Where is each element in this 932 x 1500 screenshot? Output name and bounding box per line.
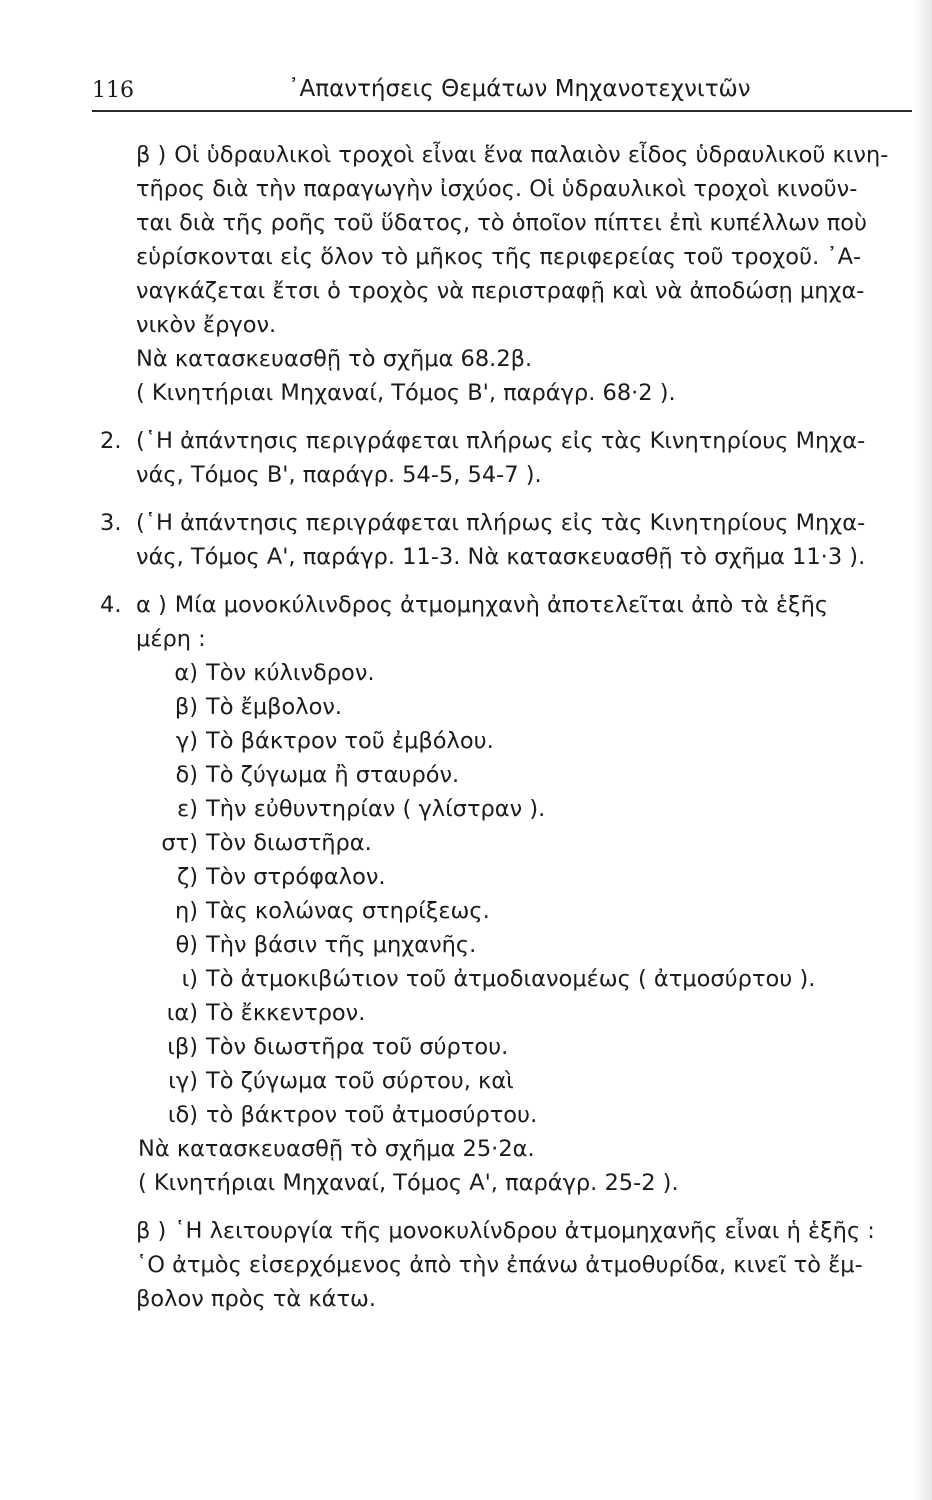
question-3-line: νάς, Τόμος Α', παράγρ. 11-3. Νὰ κατασκευασθῇ τὸ σχῆμα 11·3 ). bbox=[136, 544, 866, 570]
item-text: Τὸ ζύγωμα τοῦ σύρτου, καὶ bbox=[206, 1068, 514, 1094]
item-text: Τὸ ἀτμοκιβώτιον τοῦ ἀτμοδιανομέως ( ἀτμοσύρτου ). bbox=[206, 966, 816, 992]
list-item bbox=[100, 826, 920, 860]
q4-intro-line: μέρη : bbox=[136, 626, 206, 652]
q4-b-line bbox=[100, 1214, 920, 1248]
item-label: θ) bbox=[175, 932, 198, 958]
reference-note: ( Κινητήριαι Μηχαναί, Τόμος Β', παράγρ. 68·2 ). bbox=[136, 380, 676, 406]
list-item bbox=[100, 860, 920, 894]
list-item bbox=[100, 928, 920, 962]
para-b-marker: β ) bbox=[136, 142, 167, 168]
para-b-line bbox=[100, 138, 920, 172]
reference-note: ( Κινητήριαι Μηχαναί, Τόμος Α', παράγρ. 25-2 ). bbox=[138, 1170, 679, 1196]
q4-b-line: ῾Ο ἀτμὸς εἰσερχόμενος ἀπὸ τὴν ἐπάνω ἀτμοθυρίδα, κινεῖ τὸ ἔμ- bbox=[136, 1252, 863, 1278]
para-b-line: τῆρος διὰ τὴν παραγωγὴν ἰσχύος. Οἱ ὑδραυλικοὶ τροχοὶ κινοῦν- bbox=[136, 176, 858, 202]
para-b-line: εὑρίσκονται εἰς ὅλον τὸ μῆκος τῆς περιφερείας τοῦ τροχοῦ. ᾿Α- bbox=[136, 244, 862, 270]
item-label: ια) bbox=[166, 1000, 198, 1026]
item-text: Τὴν εὐθυντηρίαν ( γλίστραν ). bbox=[206, 796, 546, 822]
list-item bbox=[100, 996, 920, 1030]
q4-b-marker: β ) bbox=[136, 1218, 167, 1244]
question-2-text: (῾Η ἀπάντησις περιγράφεται πλήρως εἰς τὰς Κινητηρίους Μηχα- bbox=[136, 428, 866, 454]
para-b-text: Οἱ ὑδραυλικοὶ τροχοὶ εἶναι ἕνα παλαιὸν εἶδος ὑδραυλικοῦ κινη- bbox=[174, 142, 889, 168]
item-text: Τὸν διωστῆρα. bbox=[206, 830, 372, 856]
item-text: Τὸ βάκτρον τοῦ ἐμβόλου. bbox=[206, 728, 494, 754]
list-item bbox=[100, 724, 920, 758]
para-b-line: νικὸν ἔργον. bbox=[136, 312, 277, 338]
item-label: γ) bbox=[175, 728, 198, 754]
q4-a-marker: α ) bbox=[136, 592, 167, 618]
question-number: 4. bbox=[100, 592, 122, 618]
list-item bbox=[100, 656, 920, 690]
question-number: 2. bbox=[100, 428, 122, 454]
list-item bbox=[100, 690, 920, 724]
item-label: α) bbox=[174, 660, 198, 686]
list-item bbox=[100, 1098, 920, 1132]
item-label: δ) bbox=[175, 762, 198, 788]
item-text: Τὸ ἔκκεντρον. bbox=[206, 1000, 366, 1026]
question-2-line: νάς, Τόμος Β', παράγρ. 54-5, 54-7 ). bbox=[136, 462, 542, 488]
item-text: Τὸ ἔμβολον. bbox=[206, 694, 343, 720]
list-item bbox=[100, 792, 920, 826]
list-item bbox=[100, 894, 920, 928]
list-item bbox=[100, 1030, 920, 1064]
running-title: ᾿Απαντήσεις Θεμάτων Μηχανοτεχνιτῶν bbox=[288, 76, 751, 102]
question-4 bbox=[100, 588, 920, 622]
item-text: Τὸν στρόφαλον. bbox=[206, 864, 386, 890]
item-text: Τὸν διωστῆρα τοῦ σύρτου. bbox=[206, 1034, 509, 1060]
list-item bbox=[100, 962, 920, 996]
item-label: στ) bbox=[161, 830, 198, 856]
item-label: η) bbox=[174, 898, 198, 924]
item-label: ιγ) bbox=[168, 1068, 198, 1094]
item-label: β) bbox=[174, 694, 198, 720]
item-text: Τὰς κολώνας στηρίξεως. bbox=[206, 898, 490, 924]
item-label: ιβ) bbox=[167, 1034, 198, 1060]
running-header bbox=[92, 74, 751, 108]
item-text: Τὸν κύλινδρον. bbox=[206, 660, 375, 686]
list-item bbox=[100, 758, 920, 792]
q4-b-line: βολον πρὸς τὰ κάτω. bbox=[136, 1286, 377, 1312]
item-text: Τὴν βάσιν τῆς μηχανῆς. bbox=[206, 932, 477, 958]
para-b-line: ναγκάζεται ἔτσι ὁ τροχὸς νὰ περιστραφῇ καὶ νὰ ἀποδώσῃ μηχα- bbox=[136, 278, 865, 304]
list-item bbox=[100, 1064, 920, 1098]
question-2 bbox=[100, 424, 920, 458]
figure-note: Νὰ κατασκευασθῇ τὸ σχῆμα 25·2α. bbox=[138, 1136, 535, 1162]
para-b-line: ται διὰ τῆς ροῆς τοῦ ὕδατος, τὸ ὁποῖον πίπτει ἐπὶ κυπέλλων ποὺ bbox=[136, 210, 868, 236]
q4-intro: Μία μονοκύλινδρος ἀτμομηχανὴ ἀποτελεῖται ἀπὸ τὰ ἑξῆς bbox=[174, 592, 829, 618]
item-text: Τὸ ζύγωμα ἢ σταυρόν. bbox=[206, 762, 460, 788]
item-label: ζ) bbox=[176, 864, 198, 890]
question-3-text: (῾Η ἀπάντησις περιγράφεται πλήρως εἰς τὰς Κινητηρίους Μηχα- bbox=[136, 510, 866, 536]
item-text: τὸ βάκτρον τοῦ ἀτμοσύρτου. bbox=[206, 1102, 538, 1128]
item-label: ι) bbox=[181, 966, 198, 992]
figure-note: Νὰ κατασκευασθῇ τὸ σχῆμα 68.2β. bbox=[136, 346, 533, 372]
item-label: ιδ) bbox=[167, 1102, 198, 1128]
page-body bbox=[100, 138, 920, 1316]
page-number: 116 bbox=[92, 78, 134, 103]
header-rule bbox=[92, 110, 912, 112]
question-3 bbox=[100, 506, 920, 540]
q4-b-text: ῾Η λειτουργία τῆς μονοκυλίνδρου ἀτμομηχανῆς εἶναι ἡ ἑξῆς : bbox=[174, 1218, 875, 1244]
question-number: 3. bbox=[100, 510, 122, 536]
item-label: ε) bbox=[177, 796, 198, 822]
